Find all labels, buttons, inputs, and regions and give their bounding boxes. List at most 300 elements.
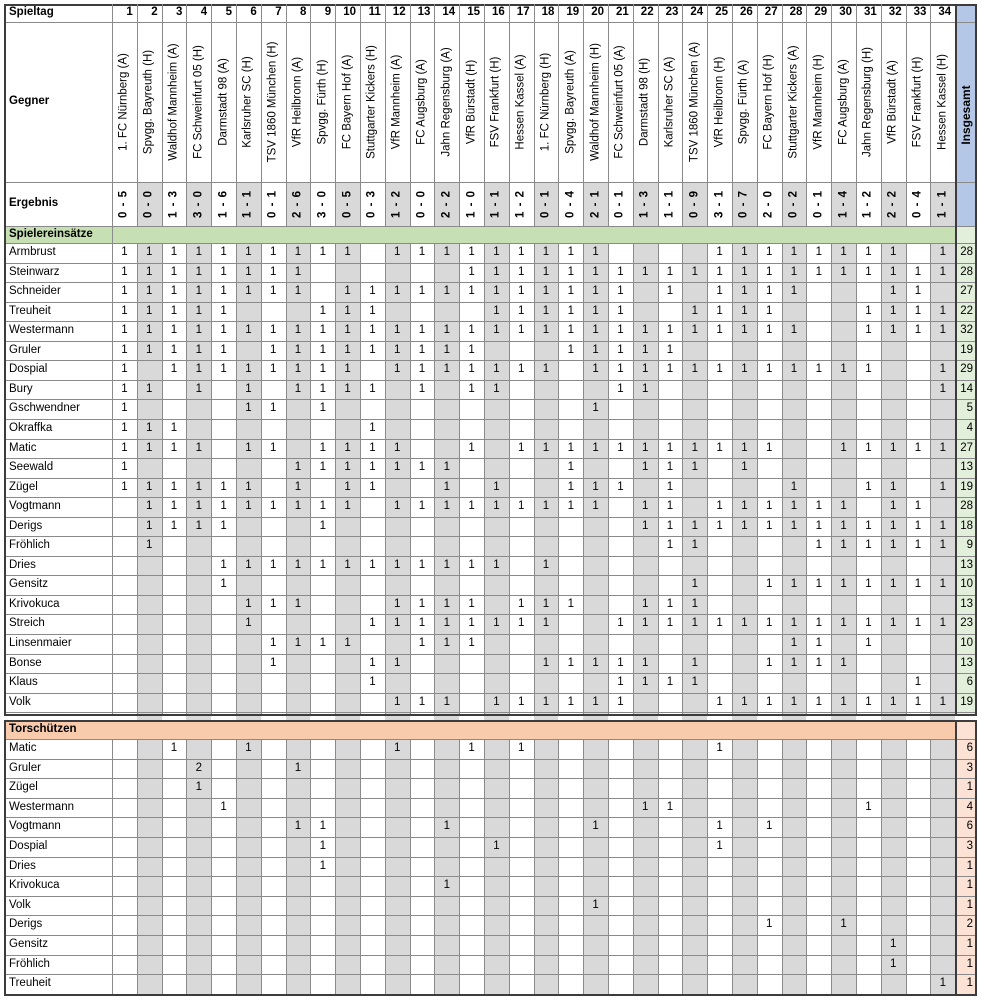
appearance-mark: 1	[666, 500, 674, 513]
grid-line	[856, 739, 857, 994]
appearance-mark: 1	[269, 343, 277, 356]
appearance-mark: 1	[344, 382, 351, 395]
appearance-mark: 1	[617, 480, 624, 493]
appearance-mark: 1	[666, 519, 674, 532]
appearance-mark: 1	[121, 285, 128, 298]
appearance-total: 29	[960, 363, 973, 376]
grid-line	[583, 4, 584, 226]
grid-line	[385, 243, 386, 714]
scorer-name: Dospial	[9, 840, 48, 853]
appearance-mark: 1	[418, 597, 426, 610]
appearance-mark: 1	[145, 285, 153, 298]
appearance-mark: 1	[617, 285, 624, 298]
appearance-mark: 1	[269, 656, 277, 669]
appearance-mark: 1	[319, 246, 326, 259]
appearance-mark: 1	[840, 441, 847, 454]
appearance-mark: 1	[939, 695, 946, 708]
appearance-mark: 1	[666, 617, 674, 630]
grid-line	[534, 4, 535, 226]
appearance-mark: 1	[195, 441, 202, 454]
appearance-mark: 1	[145, 246, 153, 259]
goals-cell: 1	[592, 820, 599, 833]
appearance-mark: 1	[393, 617, 401, 630]
appearance-mark: 1	[393, 597, 401, 610]
appearance-mark: 1	[294, 285, 302, 298]
appearance-mark: 1	[443, 558, 450, 571]
player-name: Matic	[9, 441, 37, 454]
appearance-mark: 1	[294, 324, 302, 337]
appearance-mark: 1	[765, 519, 773, 532]
appearance-mark: 1	[245, 558, 252, 571]
goals-cell: 1	[393, 742, 401, 755]
player-name: Derigs	[9, 519, 43, 532]
appearance-mark: 1	[145, 421, 153, 434]
appearance-mark: 1	[170, 265, 178, 278]
opponent-label: VfR Heilbronn (H)	[712, 56, 725, 148]
gray-column-band	[633, 243, 658, 720]
appearance-mark: 1	[641, 617, 649, 630]
appearance-mark: 1	[319, 363, 326, 376]
appearance-mark: 1	[765, 695, 773, 708]
opponent-label: FC Bayern Hof (A)	[340, 54, 353, 150]
appearance-mark: 1	[542, 285, 550, 298]
appearance-mark: 1	[418, 637, 426, 650]
appearance-mark: 1	[319, 461, 326, 474]
appearance-mark: 1	[765, 304, 773, 317]
appearance-mark: 1	[468, 382, 475, 395]
appearance-mark: 1	[145, 539, 153, 552]
appearance-mark: 1	[716, 285, 723, 298]
goals-cell: 1	[517, 742, 525, 755]
appearance-mark: 1	[914, 519, 922, 532]
appearance-mark: 1	[493, 500, 500, 513]
appearance-mark: 1	[765, 324, 773, 337]
appearance-mark: 1	[369, 558, 376, 571]
appearance-mark: 1	[269, 324, 277, 337]
appearance-mark: 1	[666, 441, 674, 454]
goals-cell: 1	[666, 800, 674, 813]
match-result: 2 - 6	[291, 189, 304, 219]
appearance-mark: 1	[468, 500, 475, 513]
appearance-mark: 1	[220, 285, 227, 298]
appearance-mark: 1	[716, 500, 723, 513]
appearance-mark: 1	[790, 519, 798, 532]
match-result: 2 - 0	[762, 189, 775, 219]
goals-cell: 1	[294, 820, 302, 833]
appearance-mark: 1	[865, 324, 872, 337]
appearance-mark: 1	[741, 441, 748, 454]
appearance-mark: 1	[443, 343, 450, 356]
appearance-mark: 1	[815, 617, 822, 630]
grid-line	[434, 4, 435, 226]
appearance-mark: 1	[269, 285, 277, 298]
appearance-mark: 1	[517, 441, 525, 454]
appearance-mark: 1	[691, 676, 698, 689]
appearance-mark: 1	[914, 324, 922, 337]
appearance-mark: 1	[418, 500, 426, 513]
appearance-mark: 1	[567, 461, 574, 474]
appearance-mark: 1	[865, 304, 872, 317]
appearance-mark: 1	[319, 637, 326, 650]
appearance-total: 32	[960, 324, 973, 337]
appearance-mark: 1	[741, 695, 748, 708]
appearance-mark: 1	[641, 265, 649, 278]
player-name: Bonse	[9, 656, 42, 669]
grid-line	[856, 4, 857, 226]
appearance-mark: 1	[418, 343, 426, 356]
appearance-mark: 1	[939, 617, 946, 630]
grid-line	[4, 994, 977, 996]
appearance-mark: 1	[170, 519, 178, 532]
appearance-mark: 1	[443, 500, 450, 513]
appearance-mark: 1	[121, 304, 128, 317]
appearance-mark: 1	[617, 617, 624, 630]
match-result: 2 - 1	[588, 189, 601, 219]
matchday-number: 9	[324, 6, 332, 19]
match-result: 0 - 1	[613, 189, 626, 219]
appearance-mark: 1	[393, 285, 401, 298]
grid-line	[385, 4, 386, 226]
appearance-mark: 1	[170, 304, 178, 317]
appearance-mark: 1	[468, 617, 475, 630]
appearance-mark: 1	[294, 363, 302, 376]
goals-cell: 1	[443, 879, 450, 892]
opponent-label: Hessen Kassel (A)	[514, 54, 527, 150]
appearance-mark: 1	[542, 363, 550, 376]
appearance-mark: 1	[319, 441, 326, 454]
appearance-mark: 1	[145, 304, 153, 317]
appearance-mark: 1	[741, 285, 748, 298]
appearance-mark: 1	[517, 617, 525, 630]
appearance-mark: 1	[939, 519, 946, 532]
opponent-label: TSV 1860 München (A)	[688, 41, 701, 163]
appearance-mark: 1	[666, 285, 674, 298]
appearance-mark: 1	[344, 480, 351, 493]
appearance-mark: 1	[889, 304, 897, 317]
player-name: Gensitz	[9, 578, 48, 591]
appearance-mark: 1	[443, 617, 450, 630]
appearance-mark: 1	[220, 363, 227, 376]
appearance-mark: 1	[617, 343, 624, 356]
goals-cell: 1	[716, 742, 723, 755]
scorer-name: Zügel	[9, 781, 38, 794]
grid-line	[534, 739, 535, 994]
matchday-number: 11	[368, 6, 381, 19]
player-name: Klaus	[9, 676, 38, 689]
appearance-mark: 1	[195, 382, 202, 395]
matchday-number: 14	[442, 6, 456, 19]
opponent-label: Hessen Kassel (H)	[936, 54, 949, 150]
scorer-name: Gensitz	[9, 938, 48, 951]
appearance-mark: 1	[443, 324, 450, 337]
appearance-mark: 1	[443, 597, 450, 610]
grid-line	[633, 4, 634, 226]
appearance-mark: 1	[765, 617, 773, 630]
goals-cell: 1	[865, 800, 872, 813]
opponent-label: Stuttgarter Kickers (H)	[365, 45, 378, 159]
matchday-number: 29	[814, 6, 828, 19]
appearance-mark: 1	[517, 265, 525, 278]
appearance-mark: 1	[691, 363, 698, 376]
matchday-number: 7	[275, 6, 282, 19]
grid-line	[509, 4, 510, 226]
appearance-mark: 1	[418, 285, 426, 298]
appearance-mark: 1	[592, 285, 599, 298]
appearance-mark: 1	[815, 637, 822, 650]
appearance-mark: 1	[493, 617, 500, 630]
opponent-label: 1. FC Nürnberg (H)	[539, 52, 552, 152]
appearance-mark: 1	[121, 265, 128, 278]
appearance-mark: 1	[765, 578, 773, 591]
appearance-mark: 1	[691, 324, 698, 337]
appearance-mark: 1	[865, 363, 872, 376]
goals-cell: 1	[889, 957, 897, 970]
appearance-mark: 1	[319, 402, 326, 415]
appearance-total: 13	[960, 597, 973, 610]
grid-line	[335, 4, 336, 226]
appearance-mark: 1	[889, 539, 897, 552]
matchday-number: 6	[250, 6, 257, 19]
appearance-mark: 1	[443, 637, 450, 650]
appearance-mark: 1	[393, 656, 401, 669]
grid-line	[930, 739, 931, 994]
goals-total: 1	[966, 938, 973, 951]
matchday-number: 22	[640, 6, 654, 19]
appearance-mark: 1	[592, 500, 599, 513]
appearance-total: 23	[960, 617, 973, 630]
appearance-mark: 1	[617, 441, 624, 454]
appearance-mark: 1	[592, 480, 599, 493]
total-column-header: Insgesamt	[959, 85, 974, 145]
scorer-name: Volk	[9, 898, 31, 911]
section-title-scorers: Torschützen	[9, 722, 77, 735]
matchday-number: 32	[888, 6, 902, 19]
appearance-mark: 1	[567, 597, 574, 610]
match-result: 0 - 9	[688, 189, 701, 219]
grid-line	[558, 739, 559, 994]
grid-line	[732, 4, 733, 226]
appearance-mark: 1	[121, 246, 128, 259]
appearance-mark: 1	[145, 500, 153, 513]
appearance-mark: 1	[418, 382, 426, 395]
appearance-mark: 1	[567, 265, 574, 278]
grid-line	[459, 4, 460, 226]
appearance-mark: 1	[939, 265, 946, 278]
appearance-mark: 1	[517, 363, 525, 376]
match-result: 1 - 1	[663, 189, 676, 219]
appearance-mark: 1	[889, 617, 897, 630]
matchday-number: 12	[392, 6, 406, 19]
goals-cell: 1	[716, 820, 723, 833]
appearance-mark: 1	[840, 363, 847, 376]
grid-line	[881, 4, 882, 226]
matchday-number: 17	[516, 6, 530, 19]
goals-total: 1	[966, 859, 973, 872]
appearance-mark: 1	[691, 461, 698, 474]
appearance-mark: 1	[294, 597, 302, 610]
match-result: 1 - 2	[390, 189, 403, 219]
appearance-mark: 1	[617, 304, 624, 317]
appearance-mark: 1	[815, 246, 822, 259]
match-result: 0 - 4	[911, 189, 924, 219]
appearance-mark: 1	[790, 578, 798, 591]
appearance-mark: 1	[641, 441, 649, 454]
appearance-mark: 1	[592, 695, 599, 708]
appearance-mark: 1	[344, 441, 351, 454]
grid-line	[831, 243, 832, 714]
appearance-mark: 1	[716, 441, 723, 454]
appearance-mark: 1	[145, 480, 153, 493]
match-result: 1 - 2	[514, 189, 527, 219]
appearance-total: 10	[960, 637, 973, 650]
goals-cell: 1	[641, 800, 649, 813]
appearance-mark: 1	[493, 304, 500, 317]
appearance-total: 22	[960, 304, 973, 317]
appearance-mark: 1	[294, 461, 302, 474]
appearance-mark: 1	[145, 324, 153, 337]
matchday-number: 30	[839, 6, 852, 19]
appearance-mark: 1	[369, 480, 376, 493]
appearance-mark: 1	[294, 265, 302, 278]
opponent-label: FSV Frankfurt (H)	[911, 56, 924, 148]
appearance-mark: 1	[840, 656, 847, 669]
appearance-mark: 1	[493, 324, 500, 337]
appearance-mark: 1	[220, 578, 227, 591]
goals-total: 4	[966, 800, 973, 813]
appearance-mark: 1	[468, 363, 475, 376]
appearance-mark: 1	[939, 382, 946, 395]
goals-total: 3	[966, 840, 973, 853]
appearance-mark: 1	[517, 597, 525, 610]
appearance-mark: 1	[170, 246, 178, 259]
appearance-mark: 1	[716, 246, 723, 259]
opponent-label: Darmstadt 98 (H)	[638, 57, 651, 147]
matchday-number: 18	[541, 6, 555, 19]
appearance-mark: 1	[889, 285, 897, 298]
opponent-label: Waldhof Mannheim (H)	[588, 43, 601, 161]
appearance-mark: 1	[765, 363, 773, 376]
appearance-mark: 1	[245, 285, 252, 298]
appearance-mark: 1	[269, 246, 277, 259]
appearance-mark: 1	[617, 324, 624, 337]
grid-line	[732, 739, 733, 994]
appearance-mark: 1	[344, 324, 351, 337]
goals-total: 3	[966, 761, 973, 774]
appearance-mark: 1	[840, 617, 847, 630]
appearance-mark: 1	[567, 343, 574, 356]
appearance-mark: 1	[393, 441, 401, 454]
goals-cell: 1	[716, 840, 723, 853]
appearance-total: 28	[960, 246, 973, 259]
matchday-number: 15	[467, 6, 480, 19]
appearance-mark: 1	[815, 363, 822, 376]
appearance-mark: 1	[170, 363, 178, 376]
matchday-number: 27	[764, 6, 778, 19]
player-name: Steinwarz	[9, 265, 60, 278]
appearance-mark: 1	[319, 343, 326, 356]
appearance-mark: 1	[468, 285, 475, 298]
matchday-number: 23	[665, 6, 679, 19]
appearance-mark: 1	[765, 265, 773, 278]
matchday-number: 25	[715, 6, 728, 19]
matchday-number: 20	[591, 6, 604, 19]
goals-total: 1	[966, 781, 973, 794]
appearance-mark: 1	[121, 441, 128, 454]
matchday-number: 34	[938, 6, 952, 19]
appearance-mark: 1	[220, 246, 227, 259]
appearance-mark: 1	[716, 265, 723, 278]
appearance-mark: 1	[443, 363, 450, 376]
match-result: 0 - 4	[564, 189, 577, 219]
appearance-mark: 1	[121, 343, 128, 356]
appearance-mark: 1	[567, 500, 574, 513]
appearance-total: 18	[960, 519, 973, 532]
appearance-mark: 1	[840, 500, 847, 513]
appearance-mark: 1	[741, 617, 748, 630]
gray-column-band	[385, 243, 410, 720]
appearance-mark: 1	[245, 246, 252, 259]
appearance-mark: 1	[716, 519, 723, 532]
appearance-mark: 1	[344, 363, 351, 376]
appearance-mark: 1	[443, 695, 450, 708]
appearance-mark: 1	[493, 695, 500, 708]
matchday-number: 2	[151, 6, 158, 19]
appearance-mark: 1	[889, 500, 897, 513]
player-name: Streich	[9, 617, 45, 630]
appearance-mark: 1	[617, 695, 624, 708]
appearance-mark: 1	[617, 382, 624, 395]
grid-line	[831, 739, 832, 994]
opponent-label: Spvgg. Bayreuth (H)	[142, 49, 155, 155]
appearance-mark: 1	[567, 304, 574, 317]
scorer-name: Derigs	[9, 918, 43, 931]
appearance-mark: 1	[691, 304, 698, 317]
appearance-mark: 1	[889, 324, 897, 337]
player-name: Okraffka	[9, 421, 53, 434]
appearance-mark: 1	[344, 304, 351, 317]
player-name: Linsenmaier	[9, 637, 72, 650]
scorer-name: Treuheit	[9, 977, 51, 990]
grid-line	[162, 739, 163, 994]
ergebnis-label: Ergebnis	[9, 197, 59, 210]
appearance-mark: 1	[145, 343, 153, 356]
appearance-mark: 1	[865, 480, 872, 493]
appearance-mark: 1	[369, 382, 376, 395]
opponent-label: Karlsruher SC (A)	[663, 56, 676, 148]
goals-cell: 1	[195, 781, 202, 794]
appearance-mark: 1	[716, 304, 723, 317]
player-name: Dospial	[9, 363, 48, 376]
grid-line	[757, 4, 758, 226]
appearance-mark: 1	[741, 363, 748, 376]
appearance-mark: 1	[592, 402, 599, 415]
goals-cell: 1	[170, 742, 178, 755]
appearance-mark: 1	[170, 343, 178, 356]
appearance-mark: 1	[567, 480, 574, 493]
appearance-mark: 1	[294, 558, 302, 571]
appearance-mark: 1	[393, 461, 401, 474]
appearance-mark: 1	[393, 363, 401, 376]
appearance-mark: 1	[666, 363, 674, 376]
appearance-mark: 1	[443, 285, 450, 298]
appearance-mark: 1	[691, 578, 698, 591]
matchday-number: 8	[299, 6, 307, 19]
grid-line	[385, 739, 386, 994]
appearance-mark: 1	[542, 265, 550, 278]
appearance-mark: 1	[245, 500, 252, 513]
grid-line	[137, 4, 138, 226]
goals-total: 2	[966, 918, 973, 931]
